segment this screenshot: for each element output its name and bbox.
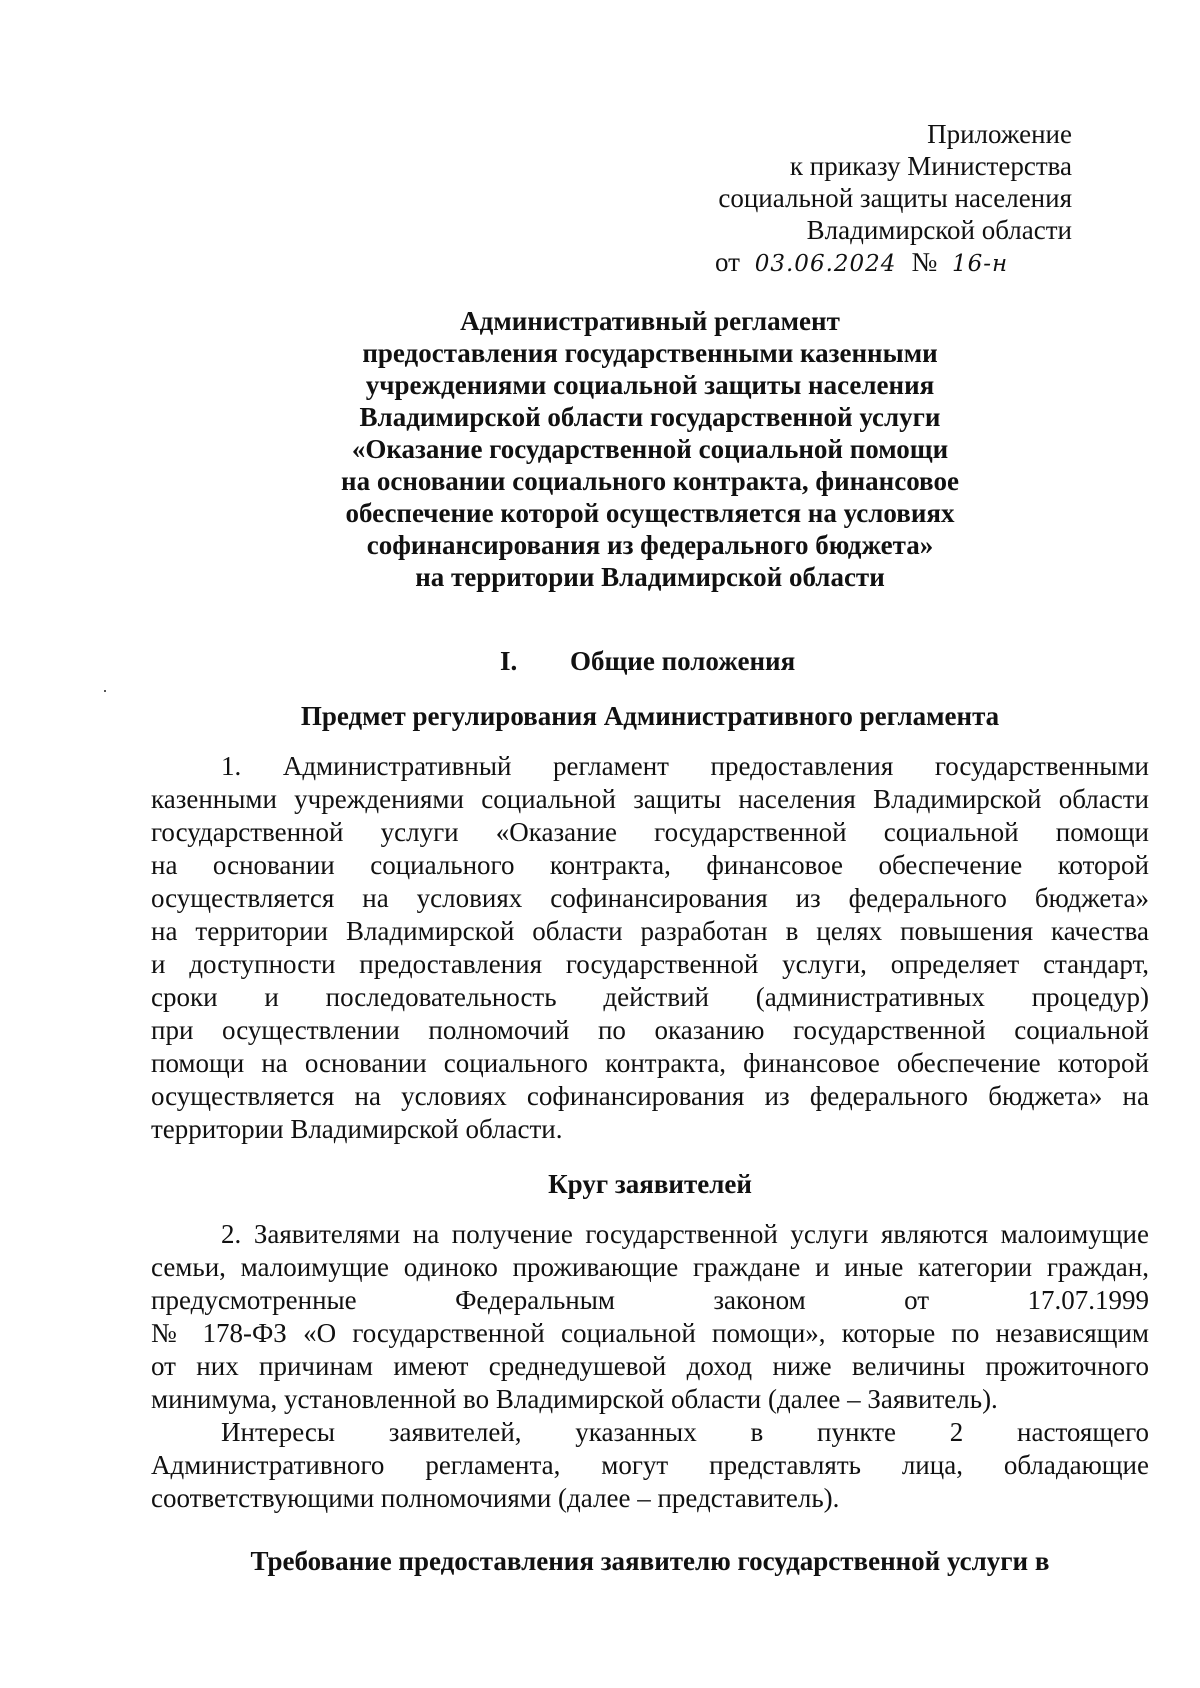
paragraph-line: 2. Заявителями на получение государственной услуги являются малоимущие [221,1219,1149,1249]
scan-speck [104,690,106,692]
paragraph-line: минимума, установленной во Владимирской области (далее – Заявитель). [151,1384,998,1414]
section-number: I. [500,646,518,676]
paragraph-line: № 178-ФЗ «О государственной социальной помощи», которые по независящим [151,1318,1149,1348]
subheading-applicants: Круг заявителей [548,1169,752,1199]
paragraph-2 [151,1218,1149,1416]
appendix-line: к приказу Министерства [789,151,1072,181]
subheading-subject: Предмет регулирования Административного регламента [300,701,1000,731]
paragraph-line: казенными учреждениями социальной защиты населения Владимирской области [151,784,1149,814]
title-line: учреждениями социальной защиты населения [365,370,935,400]
paragraph-line: на основании социального контракта, финансовое обеспечение которой [151,850,1149,880]
document-title [150,305,1150,593]
paragraph-line: осуществляется на условиях софинансирования из федерального бюджета» на [151,1081,1149,1111]
paragraph-line: от них причинам имеют среднедушевой доход ниже величины прожиточного [151,1351,1149,1381]
handwritten-number: 16-н [952,251,1009,277]
paragraph-line: и доступности предоставления государственной услуги, определяет стандарт, [151,949,1149,979]
paragraph-line: Административного регламента, могут представлять лица, обладающие [151,1450,1149,1480]
paragraph-line: семьи, малоимущие одиноко проживающие граждане и иные категории граждан, [151,1252,1149,1282]
paragraph-line: помощи на основании социального контракта, финансовое обеспечение которой [151,1048,1149,1078]
number-label: № [911,247,938,277]
title-line: на основании социального контракта, финансовое [341,466,959,496]
title-line: «Оказание государственной социальной помощи [351,434,949,464]
paragraph-line: Интересы заявителей, указанных в пункте 2 настоящего [221,1417,1149,1447]
title-line: Владимирской области государственной услуги [359,402,941,432]
appendix-line: Приложение [927,119,1072,149]
handwritten-date: 03.06.2024 [754,251,897,277]
paragraph-line: территории Владимирской области. [151,1114,563,1144]
paragraph-line: 1. Административный регламент предоставления государственными [221,751,1149,781]
paragraph-line: сроки и последовательность действий (административных процедур) [151,982,1149,1012]
paragraph-line: осуществляется на условиях софинансирования из федерального бюджета» [151,883,1149,913]
paragraph-line: соответствующими полномочиями (далее – представитель). [151,1483,840,1513]
title-line: на территории Владимирской области [415,562,885,592]
paragraph-line: на территории Владимирской области разработан в целях повышения качества [151,916,1149,946]
appendix-line: социальной защиты населения [718,183,1072,213]
section-title: Общие положения [570,646,796,676]
subheading-requirement: Требование предоставления заявителю государственной услуги в [250,1546,1050,1576]
paragraph-line: государственной услуги «Оказание государственной социальной помощи [151,817,1149,847]
appendix-line: Владимирской области [806,215,1072,245]
paragraph-line: при осуществлении полномочий по оказанию государственной социальной [151,1015,1149,1045]
order-date-number-line [715,246,1072,280]
paragraph-3 [151,1416,1149,1515]
title-line: Административный регламент [460,306,840,336]
title-line: предоставления государственными казенными [362,338,938,368]
title-line: софинансирования из федерального бюджета» [366,530,934,560]
from-label: от [715,247,740,277]
title-line: обеспечение которой осуществляется на условиях [345,498,955,528]
paragraph-line: предусмотренные Федеральным законом от 17.07.1999 [151,1285,1149,1315]
appendix-block [715,118,1072,280]
paragraph-1 [151,750,1149,1146]
